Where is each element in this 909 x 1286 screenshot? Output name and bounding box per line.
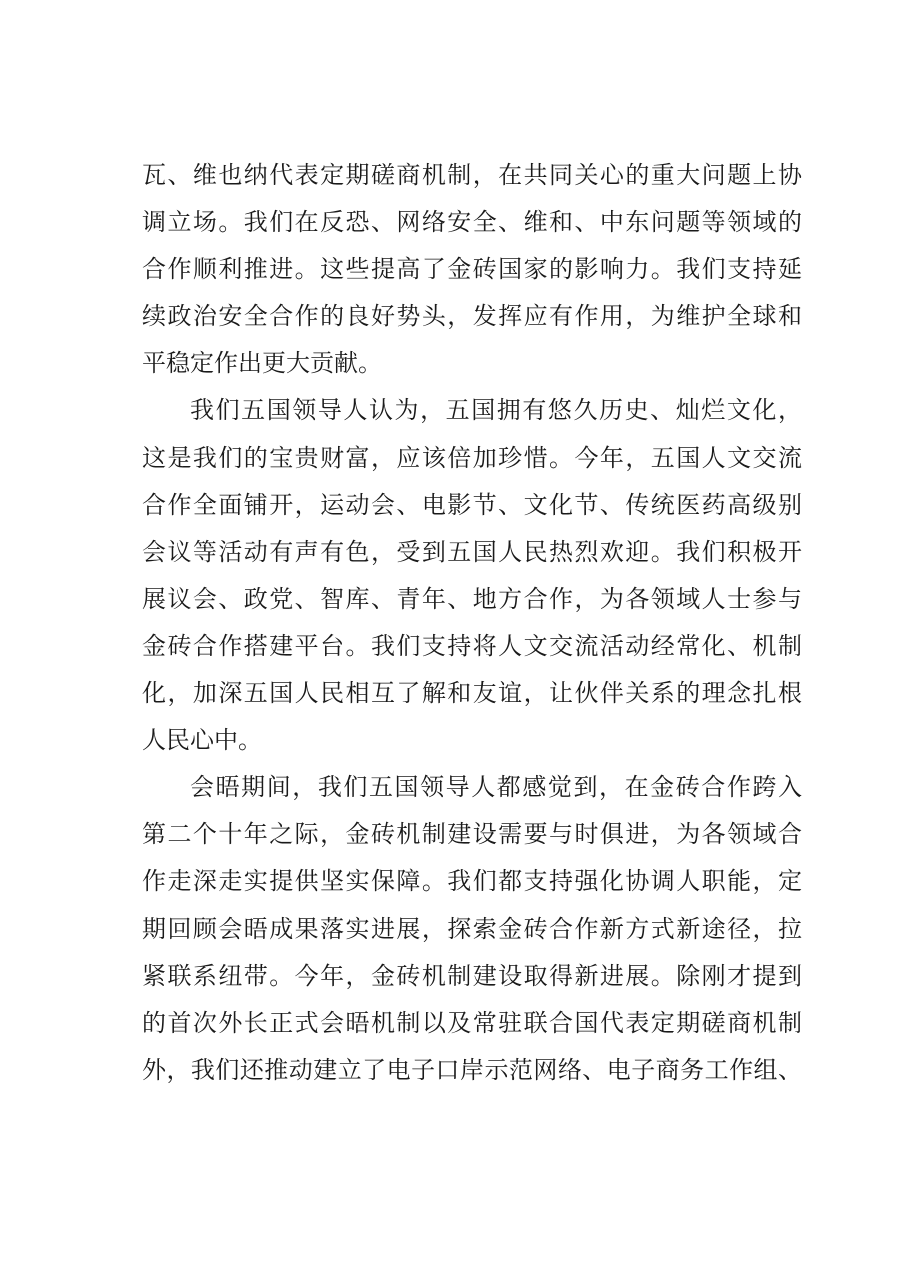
text-line: 瓦、维也纳代表定期磋商机制，在共同关心的重大问题上协 [142, 161, 802, 189]
text-line: 人民心中。 [142, 726, 262, 755]
text-line: 合作顺利推进。这些提高了金砖国家的影响力。我们支持延 [142, 255, 802, 284]
text-line: 化，加深五国人民相互了解和友谊，让伙伴关系的理念扎根 [142, 679, 802, 708]
body-text [142, 152, 802, 1094]
text-line: 调立场。我们在反恐、网络安全、维和、中东问题等领域的 [142, 208, 802, 237]
text-line: 这是我们的宝贵财富，应该倍加珍惜。今年，五国人文交流 [142, 443, 802, 472]
text-line: 续政治安全合作的良好势头，发挥应有作用，为维护全球和 [142, 302, 802, 331]
text-line: 外，我们还推动建立了电子口岸示范网络、电子商务工作组、 [142, 1055, 802, 1084]
text-line: 金砖合作搭建平台。我们支持将人文交流活动经常化、机制 [142, 631, 802, 660]
text-line: 合作全面铺开，运动会、电影节、文化节、传统医药高级别 [142, 490, 802, 519]
text-line: 会议等活动有声有色，受到五国人民热烈欢迎。我们积极开 [142, 537, 802, 566]
text-line: 会晤期间，我们五国领导人都感觉到，在金砖合作跨入 [190, 773, 802, 802]
text-line: 我们五国领导人认为，五国拥有悠久历史、灿烂文化， [190, 396, 802, 425]
text-line: 第二个十年之际，金砖机制建设需要与时俱进，为各领域合 [142, 820, 802, 849]
text-line: 期回顾会晤成果落实进展，探索金砖合作新方式新途径，拉 [142, 914, 802, 943]
text-line: 平稳定作出更大贡献。 [142, 349, 382, 378]
text-line: 紧联系纽带。今年，金砖机制建设取得新进展。除刚才提到 [142, 961, 802, 990]
text-line: 作走深走实提供坚实保障。我们都支持强化协调人职能，定 [142, 867, 802, 896]
text-line: 的首次外长正式会晤机制以及常驻联合国代表定期磋商机制 [142, 1008, 802, 1037]
text-line: 展议会、政党、智库、青年、地方合作，为各领域人士参与 [142, 584, 802, 613]
